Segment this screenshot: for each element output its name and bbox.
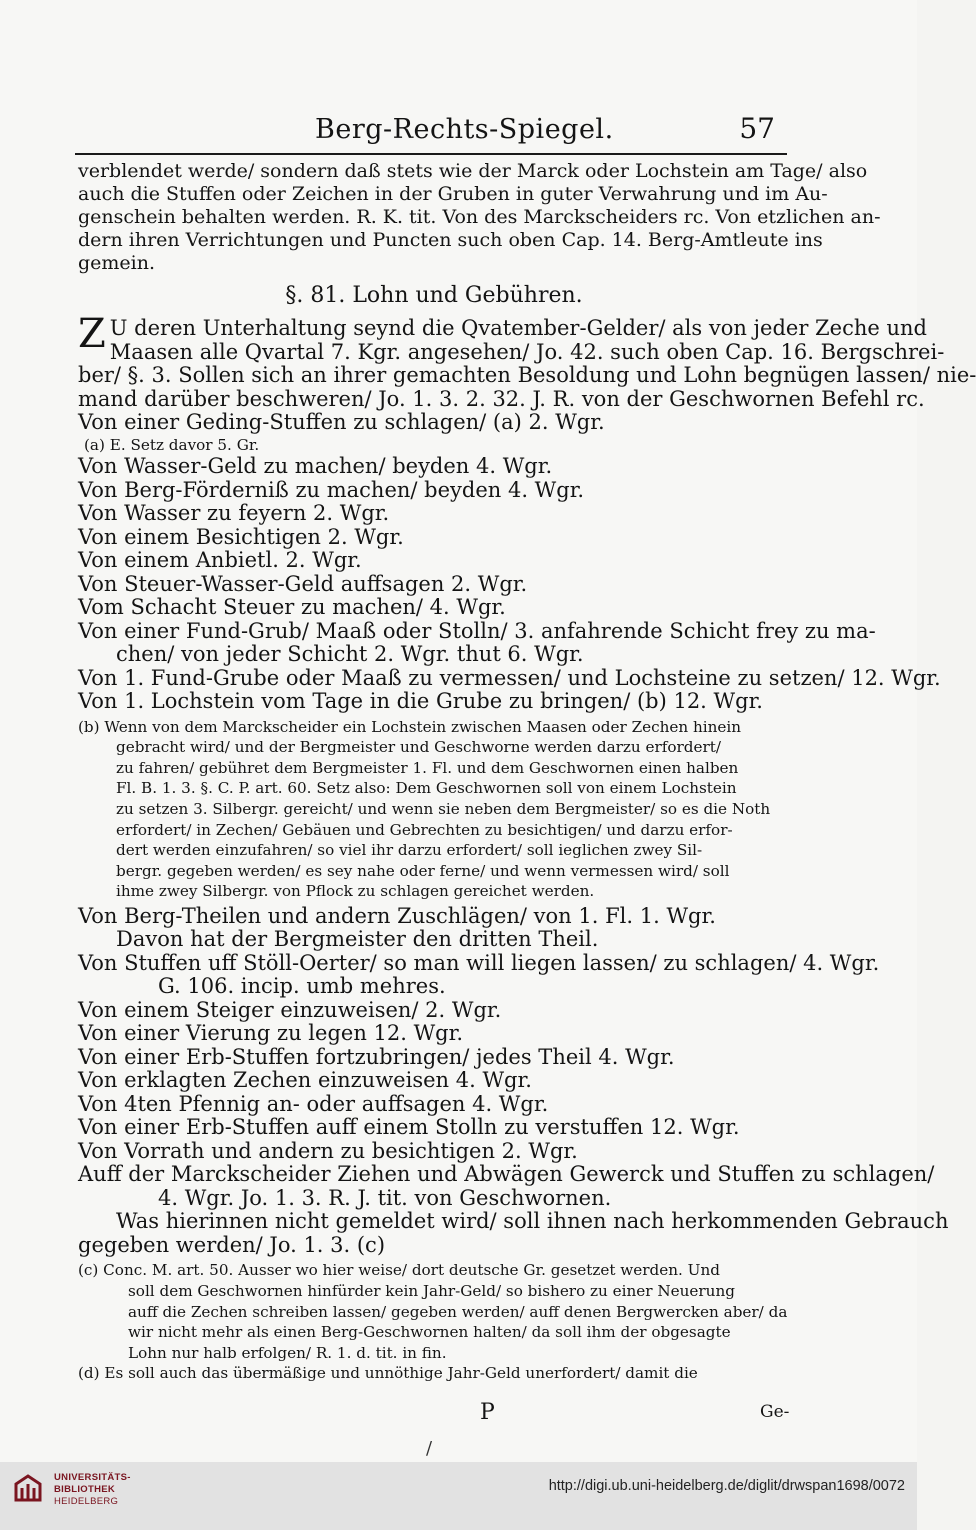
note-line: zu setzen 3. Silbergr. gereicht/ und wenn sie neben dem Bergmeister/ so es die Noth bbox=[116, 799, 771, 818]
text-line: Maasen alle Qvartal 7. Kgr. angesehen/ Jo. 42. such oben Cap. 16. Bergschrei- bbox=[109, 339, 945, 364]
text-line: verblendet werde/ sondern daß stets wie der Marck oder Lochstein am Tage/ also bbox=[78, 160, 868, 182]
note-line: bergr. gegeben werden/ es sey nahe oder ferne/ und wenn vermessen wird/ soll bbox=[116, 861, 730, 880]
fee-line: Vom Schacht Steuer zu machen/ 4. Wgr. bbox=[78, 595, 506, 620]
fee-line: Von einer Erb-Stuffen auff einem Stolln zu verstuffen 12. Wgr. bbox=[78, 1115, 740, 1140]
header-rule bbox=[75, 153, 787, 155]
running-title: Berg-Rechts-Spiegel. bbox=[315, 114, 614, 145]
text-line: gegeben werden/ Jo. 1. 3. (c) bbox=[78, 1232, 386, 1257]
permalink-url[interactable]: http://digi.ub.uni-heidelberg.de/diglit/drwspan1698/0072 bbox=[548, 1478, 905, 1494]
note-line: zu fahren/ gebühret dem Bergmeister 1. Fl. und dem Geschwornen einen halben bbox=[116, 758, 739, 777]
note-line: Fl. B. 1. 3. §. C. P. art. 60. Setz also: Dem Geschwornen soll von einem Lochstein bbox=[116, 779, 737, 798]
page-header bbox=[75, 112, 787, 152]
fee-line: Von Wasser zu feyern 2. Wgr. bbox=[78, 501, 390, 526]
fee-line: Auff der Marckscheider Ziehen und Abwägen Gewerck und Stuffen zu schlagen/ bbox=[78, 1162, 935, 1187]
fee-line-continuation: chen/ von jeder Schicht 2. Wgr. thut 6. Wgr. bbox=[116, 642, 584, 667]
section-heading: §. 81. Lohn und Gebühren. bbox=[285, 283, 583, 308]
fee-line-continuation: Davon hat der Bergmeister den dritten Theil. bbox=[116, 927, 599, 952]
text-line: mand darüber beschweren/ Jo. 1. 3. 2. 32. J. R. von der Geschwornen Befehl rc. bbox=[78, 386, 925, 411]
note-line: auff die Zechen schreiben lassen/ gegeben werden/ auff denen Bergwercken aber/ da bbox=[128, 1302, 788, 1321]
text-line: U deren Unterhaltung seynd die Qvatember-Gelder/ als von jeder Zeche und bbox=[109, 316, 927, 340]
note-line: soll dem Geschwornen hinfürder kein Jahr-Geld/ so bishero zu einer Neuerung bbox=[128, 1282, 735, 1301]
text-line: genschein behalten werden. R. K. tit. Von des Marckscheiders rc. Von etzlichen an- bbox=[78, 206, 881, 228]
closing-paragraph bbox=[78, 1209, 949, 1257]
drop-initial: Z bbox=[78, 311, 106, 357]
library-name-line: UNIVERSITÄTS- bbox=[54, 1472, 131, 1483]
fee-list-1 bbox=[78, 454, 941, 714]
text-line: dern ihren Verrichtungen und Puncten such oben Cap. 14. Berg-Amtleute ins bbox=[78, 229, 823, 251]
library-logo-icon[interactable] bbox=[10, 1470, 46, 1506]
text-line: gemein. bbox=[78, 252, 156, 274]
stray-mark: / bbox=[426, 1438, 433, 1459]
fee-line-continuation: G. 106. incip. umb mehres. bbox=[158, 974, 446, 999]
fee-line: Von 1. Fund-Grube oder Maaß zu vermessen/ und Lochsteine zu setzen/ 12. Wgr. bbox=[78, 665, 941, 690]
fee-line: Von Berg-Theilen und andern Zuschlägen/ von 1. Fl. 1. Wgr. bbox=[78, 903, 716, 928]
fee-line: Von einem Besichtigen 2. Wgr. bbox=[78, 524, 404, 549]
note-line: dert werden einzufahren/ so viel ihr darzu erfordert/ soll ieglichen zwey Sil- bbox=[116, 841, 703, 860]
footnote-c bbox=[78, 1260, 790, 1363]
note-line: (c) Conc. M. art. 50. Ausser wo hier weise/ dort deutsche Gr. gesetzet werden. Und bbox=[78, 1261, 720, 1280]
fee-line: Von einer Fund-Grub/ Maaß oder Stolln/ 3. anfahrende Schicht frey zu ma- bbox=[78, 618, 876, 643]
library-name-line: HEIDELBERG bbox=[54, 1496, 119, 1507]
note-line: gebracht wird/ und der Bergmeister und Geschworne werden darzu erfordert/ bbox=[116, 738, 722, 757]
fee-line-continuation: 4. Wgr. Jo. 1. 3. R. J. tit. von Geschwornen. bbox=[158, 1185, 612, 1210]
fee-line: Von 1. Lochstein vom Tage in die Grube zu bringen/ (b) 12. Wgr. bbox=[78, 689, 763, 714]
text-line: ber/ §. 3. Sollen sich an ihrer gemachten Besoldung und Lohn begnügen lassen/ nie- bbox=[78, 363, 976, 387]
page-number: 57 bbox=[739, 112, 775, 145]
fee-line: Von 4ten Pfennig an- oder auffsagen 4. Wgr. bbox=[78, 1091, 549, 1116]
library-name-line: BIBLIOTHEK bbox=[54, 1484, 116, 1495]
fee-line: Von Vorrath und andern zu besichtigen 2. Wgr. bbox=[78, 1138, 578, 1163]
footnote-b bbox=[78, 717, 790, 902]
fee-line: Von Steuer-Wasser-Geld auffsagen 2. Wgr. bbox=[78, 571, 528, 596]
fee-line: Von erklagten Zechen einzuweisen 4. Wgr. bbox=[78, 1068, 532, 1093]
fee-line: Von Berg-Förderniß zu machen/ beyden 4. Wgr. bbox=[78, 477, 585, 502]
note-line: ihme zwey Silbergr. von Pflock zu schlagen gereichet werden. bbox=[116, 882, 595, 901]
signature-mark: P bbox=[480, 1400, 495, 1425]
fee-line: Von Wasser-Geld zu machen/ beyden 4. Wgr. bbox=[78, 454, 553, 479]
footnote-a: (a) E. Setz davor 5. Gr. bbox=[84, 435, 260, 454]
note-line: (b) Wenn von dem Marckscheider ein Lochstein zwischen Maasen oder Zechen hinein bbox=[78, 717, 742, 736]
fee-line: Von einer Vierung zu legen 12. Wgr. bbox=[78, 1021, 464, 1046]
footnote-d: (d) Es soll auch das übermäßige und unnöthige Jahr-Geld unerfordert/ damit die bbox=[78, 1364, 698, 1383]
page-body bbox=[78, 160, 976, 1384]
text-line: Von einer Geding-Stuffen zu schlagen/ (a) 2. Wgr. bbox=[78, 410, 605, 434]
note-line: wir nicht mehr als einen Berg-Geschwornen halten/ da soll ihm der obgesagte bbox=[128, 1323, 731, 1342]
fee-line: Von Stuffen uff Stöll-Oerter/ so man will liegen lassen/ zu schlagen/ 4. Wgr. bbox=[78, 950, 880, 975]
note-line: Lohn nur halb erfolgen/ R. 1. d. tit. in fin. bbox=[128, 1343, 447, 1362]
fee-line: Von einem Steiger einzuweisen/ 2. Wgr. bbox=[78, 997, 502, 1022]
fee-list-2 bbox=[78, 903, 935, 1211]
fee-line: Von einer Erb-Stuffen fortzubringen/ jedes Theil 4. Wgr. bbox=[78, 1044, 675, 1069]
text-line: auch die Stuffen oder Zeichen in der Gruben in guter Verwahrung und im Au- bbox=[78, 183, 828, 205]
fee-line: Von einem Anbietl. 2. Wgr. bbox=[78, 548, 362, 573]
digitization-footer bbox=[0, 1462, 917, 1530]
catchword: Ge- bbox=[760, 1402, 790, 1422]
intro-paragraph bbox=[78, 311, 976, 435]
note-line: erfordert/ in Zechen/ Gebäuen und Gebrechten zu besichtigen/ und darzu erfor- bbox=[116, 820, 733, 839]
text-line: Was hierinnen nicht gemeldet wird/ soll ihnen nach herkommenden Gebrauch bbox=[116, 1209, 949, 1234]
